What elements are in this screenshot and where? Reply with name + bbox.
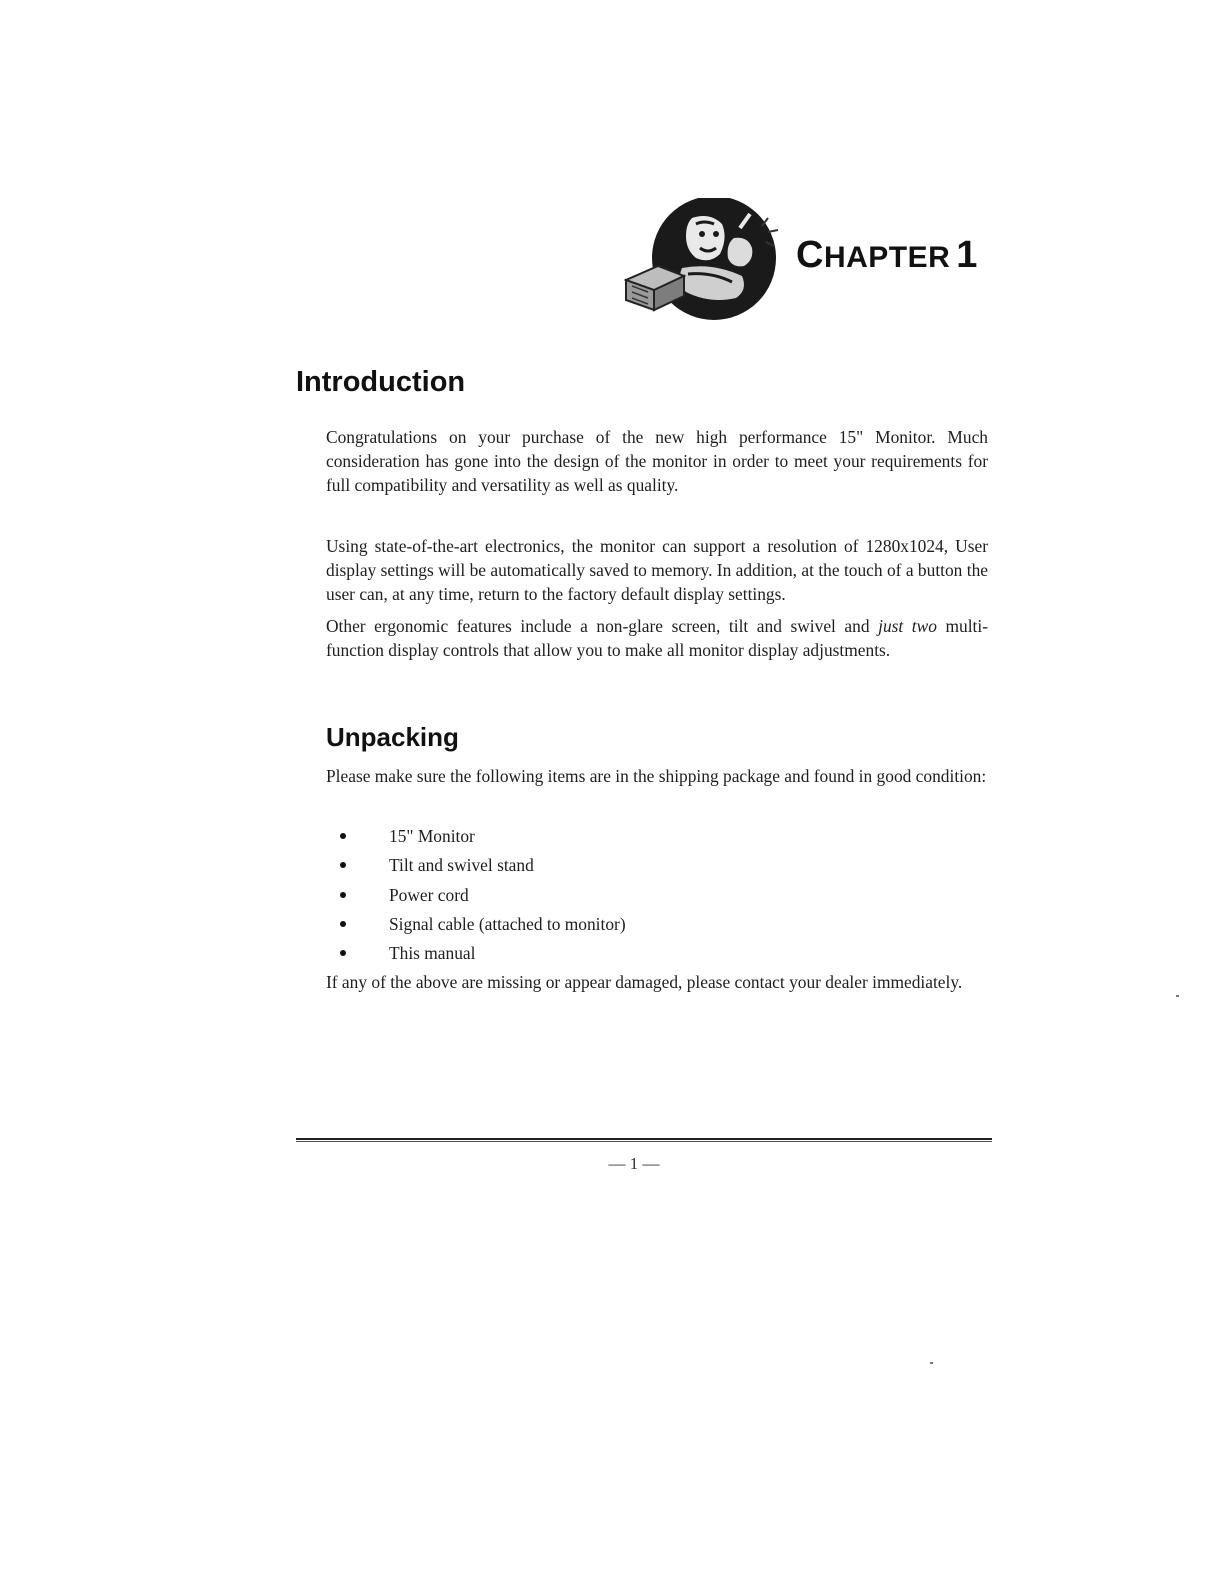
introduction-heading: Introduction [296, 366, 466, 398]
list-item [340, 912, 626, 941]
package-items-list [340, 824, 626, 970]
intro-paragraph-2: Using state-of-the-art electronics, the monitor can support a resolution of 1280x1024, User display settings will be automatically saved to memory. In addition, at the touch of a button the user can, at any time, return to the factory default display settings. [326, 536, 988, 604]
chapter-label-first: C [796, 234, 824, 276]
intro-paragraph-3-start: Other ergonomic features include a non-glare screen, tilt and swivel and [326, 616, 879, 636]
footer-divider-bottom-line [296, 1141, 992, 1142]
intro-paragraph-3-emphasis: just two [878, 616, 937, 636]
list-item [340, 824, 626, 853]
bullet-icon [340, 950, 346, 956]
footer-divider-top-line [296, 1138, 992, 1140]
list-item-label: Tilt and swivel stand [389, 855, 534, 876]
list-item [340, 941, 626, 970]
unpacking-intro: Please make sure the following items are in the shipping package and found in good condition: [326, 766, 987, 786]
technician-with-monitor-icon [622, 198, 782, 322]
bullet-icon [340, 892, 346, 898]
intro-paragraph-1: Congratulations on your purchase of the new high performance 15" Monitor. Much consideration has gone into the design of the monitor in order to meet your requirements for full compatibility and versatility as well as quality. [326, 427, 988, 495]
chapter-label-rest: HAPTER [823, 241, 951, 274]
bullet-icon [340, 862, 346, 868]
chapter-number: 1 [956, 234, 978, 276]
list-item-label: 15" Monitor [389, 826, 475, 846]
bullet-icon [340, 833, 346, 839]
footer-divider [296, 1138, 992, 1143]
unpacking-closing: If any of the above are missing or appear damaged, please contact your dealer immediately. [326, 972, 963, 992]
list-item [340, 883, 626, 912]
page-number: — 1 — [608, 1154, 660, 1173]
list-item-label: Power cord [389, 884, 469, 905]
unpacking-heading: Unpacking [326, 722, 459, 752]
intro-paragraph-3 [326, 615, 988, 663]
scan-speck [930, 1362, 933, 1364]
list-item [340, 853, 626, 882]
list-item-label: This manual [389, 943, 476, 964]
scan-speck [1176, 995, 1179, 997]
intro-paragraph-3-end: multi-function display controls that allow you to make all monitor display adjustments. [326, 616, 989, 660]
bullet-icon [340, 921, 346, 927]
chapter-title [796, 232, 978, 281]
list-item-label: Signal cable (attached to monitor) [389, 913, 626, 934]
